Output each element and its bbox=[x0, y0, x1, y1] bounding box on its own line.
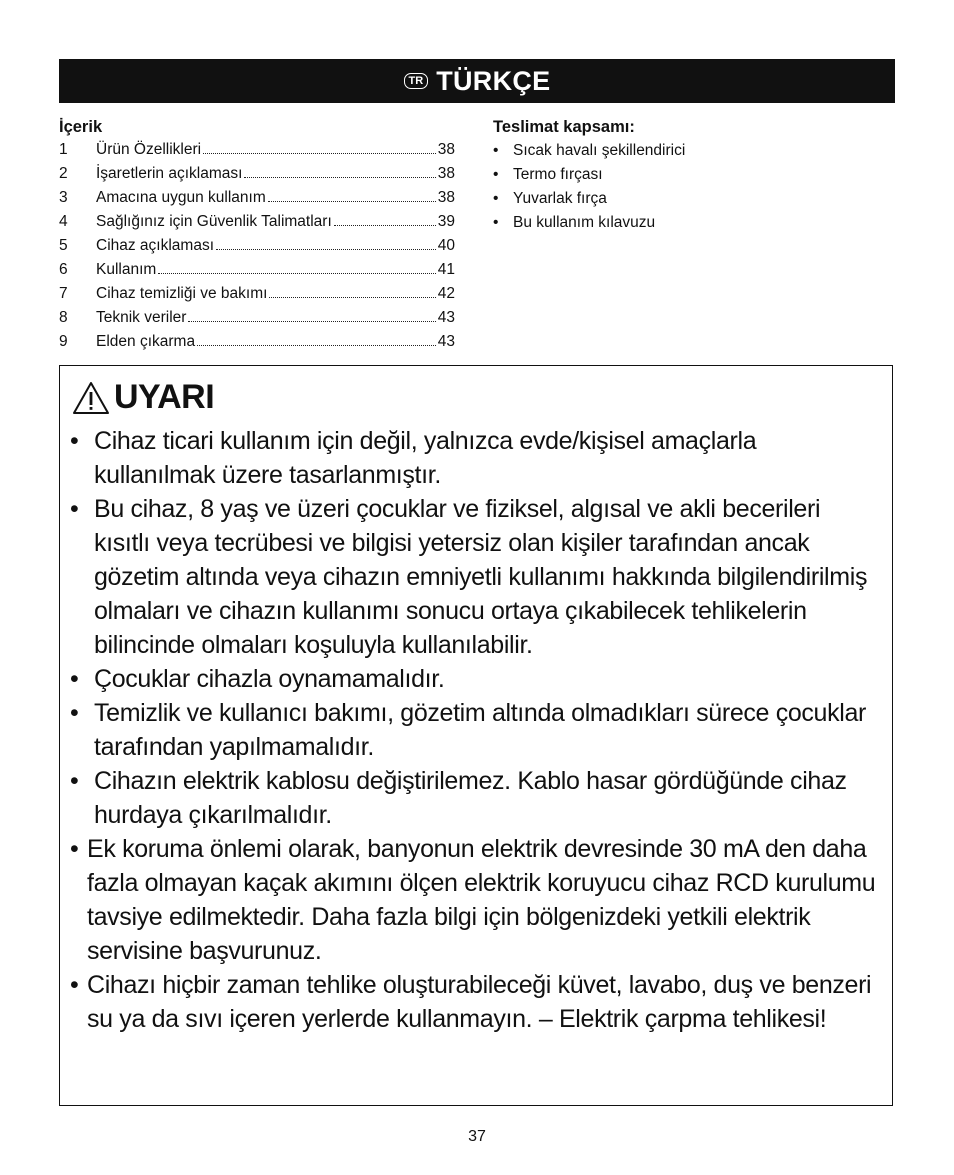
toc-row[interactable] bbox=[59, 163, 455, 187]
delivery-contents bbox=[493, 118, 873, 235]
bullet: • bbox=[70, 495, 79, 523]
warning-list bbox=[70, 424, 882, 1036]
toc-page: 43 bbox=[437, 309, 455, 326]
warning-text: Ek koruma önlemi olarak, banyonun elektrik devresinde 30 mA den daha fazla olmayan kaçak akımını ölçen elektrik koruyucu cihaz RCD kurulumu tavsiye edilmektedir. Daha fazla bilgi için bölgenizdeki yetkili elektrik servisine başvurunuz. bbox=[87, 835, 876, 965]
list-item bbox=[493, 211, 873, 235]
toc-row[interactable] bbox=[59, 331, 455, 355]
language-header-bar bbox=[59, 59, 895, 103]
toc-label: Cihaz temizliği ve bakımı bbox=[96, 285, 268, 302]
warning-text: Cihaz ticari kullanım için değil, yalnızca evde/kişisel amaçlarla kullanılmak üzere tasarlanmıştır. bbox=[94, 427, 757, 489]
warning-box bbox=[59, 365, 893, 1106]
list-item bbox=[70, 696, 882, 764]
toc-page: 42 bbox=[437, 285, 455, 302]
bullet: • bbox=[70, 699, 79, 727]
language-code-badge: TR bbox=[404, 73, 429, 89]
bullet: • bbox=[70, 835, 79, 863]
toc-label: Ürün Özellikleri bbox=[96, 141, 202, 158]
toc-row[interactable] bbox=[59, 235, 455, 259]
warning-title: UYARI bbox=[114, 378, 215, 416]
toc-label: Kullanım bbox=[96, 261, 157, 278]
warning-text: Cihazı hiçbir zaman tehlike oluşturabileceği küvet, lavabo, duş ve benzeri su ya da sıvı içeren yerlerde kullanmayın. – Elektrik çarpma tehlikesi! bbox=[87, 971, 872, 1033]
toc-label: Amacına uygun kullanım bbox=[96, 189, 266, 206]
list-item bbox=[493, 139, 873, 163]
list-item bbox=[70, 662, 882, 696]
toc-row[interactable] bbox=[59, 211, 455, 235]
toc-leader-dots bbox=[334, 225, 436, 226]
toc-number: 7 bbox=[59, 285, 68, 302]
list-item bbox=[70, 968, 882, 1036]
warning-text: Temizlik ve kullanıcı bakımı, gözetim altında olmadıkları sürece çocuklar tarafından yapılmamalıdır. bbox=[94, 699, 866, 761]
toc-row[interactable] bbox=[59, 187, 455, 211]
toc-number: 3 bbox=[59, 189, 68, 206]
toc-leader-dots bbox=[268, 201, 436, 202]
toc-row[interactable] bbox=[59, 283, 455, 307]
warning-triangle-icon bbox=[72, 381, 110, 415]
bullet: • bbox=[493, 166, 499, 183]
warning-text: Cihazın elektrik kablosu değiştirilemez. Kablo hasar gördüğünde cihaz hurdaya çıkarılmalıdır. bbox=[94, 767, 847, 829]
toc-row[interactable] bbox=[59, 139, 455, 163]
toc-page: 40 bbox=[437, 237, 455, 254]
bullet: • bbox=[70, 427, 79, 455]
toc-number: 5 bbox=[59, 237, 68, 254]
toc-row[interactable] bbox=[59, 307, 455, 331]
toc-number: 6 bbox=[59, 261, 68, 278]
toc-page: 38 bbox=[437, 165, 455, 182]
list-item bbox=[70, 764, 882, 832]
list-item bbox=[493, 163, 873, 187]
toc-number: 8 bbox=[59, 309, 68, 326]
toc-page: 39 bbox=[437, 213, 455, 230]
toc-label: İşaretlerin açıklaması bbox=[96, 165, 243, 182]
bullet: • bbox=[70, 971, 79, 999]
list-item bbox=[493, 187, 873, 211]
toc-leader-dots bbox=[203, 153, 436, 154]
toc-row[interactable] bbox=[59, 259, 455, 283]
toc-page: 38 bbox=[437, 189, 455, 206]
table-of-contents bbox=[59, 118, 455, 355]
toc-heading: İçerik bbox=[59, 118, 103, 136]
toc-number: 1 bbox=[59, 141, 68, 158]
warning-text: Bu cihaz, 8 yaş ve üzeri çocuklar ve fiziksel, algısal ve akli becerileri kısıtlı veya tecrübesi ve bilgisi yetersiz olan kişiler tarafından ancak gözetim altında veya cihazın emniyetli kullanımı hakkında bilgilendirilmiş olmaları ve cihazın kullanımı sonucu ortaya çıkabilecek tehlikelerin bilincinde olmaları koşuluyla kullanılabilir. bbox=[94, 495, 868, 659]
toc-label: Elden çıkarma bbox=[96, 333, 196, 350]
bullet: • bbox=[70, 665, 79, 693]
warning-heading bbox=[72, 378, 214, 417]
toc-leader-dots bbox=[158, 273, 435, 274]
toc-number: 9 bbox=[59, 333, 68, 350]
delivery-item-label: Sıcak havalı şekillendirici bbox=[513, 142, 686, 159]
toc-leader-dots bbox=[216, 249, 436, 250]
toc-number: 4 bbox=[59, 213, 68, 230]
toc-label: Cihaz açıklaması bbox=[96, 237, 215, 254]
toc-label: Teknik veriler bbox=[96, 309, 187, 326]
page-number: 37 bbox=[468, 1128, 486, 1145]
toc-leader-dots bbox=[197, 345, 436, 346]
bullet: • bbox=[493, 142, 499, 159]
warning-text: Çocuklar cihazla oynamamalıdır. bbox=[94, 665, 445, 693]
toc-leader-dots bbox=[188, 321, 435, 322]
toc-page: 41 bbox=[437, 261, 455, 278]
bullet: • bbox=[493, 190, 499, 207]
toc-page: 38 bbox=[437, 141, 455, 158]
list-item bbox=[70, 492, 882, 662]
list-item bbox=[70, 424, 882, 492]
list-item bbox=[70, 832, 882, 968]
bullet: • bbox=[493, 214, 499, 231]
bullet: • bbox=[70, 767, 79, 795]
delivery-item-label: Yuvarlak fırça bbox=[513, 190, 607, 207]
language-title: TÜRKÇE bbox=[436, 65, 551, 96]
delivery-heading: Teslimat kapsamı: bbox=[493, 118, 635, 136]
toc-leader-dots bbox=[244, 177, 435, 178]
delivery-item-label: Bu kullanım kılavuzu bbox=[513, 214, 656, 231]
toc-number: 2 bbox=[59, 165, 68, 182]
toc-page: 43 bbox=[437, 333, 455, 350]
toc-label: Sağlığınız için Güvenlik Talimatları bbox=[96, 213, 332, 230]
delivery-item-label: Termo fırçası bbox=[513, 166, 603, 183]
toc-leader-dots bbox=[269, 297, 435, 298]
